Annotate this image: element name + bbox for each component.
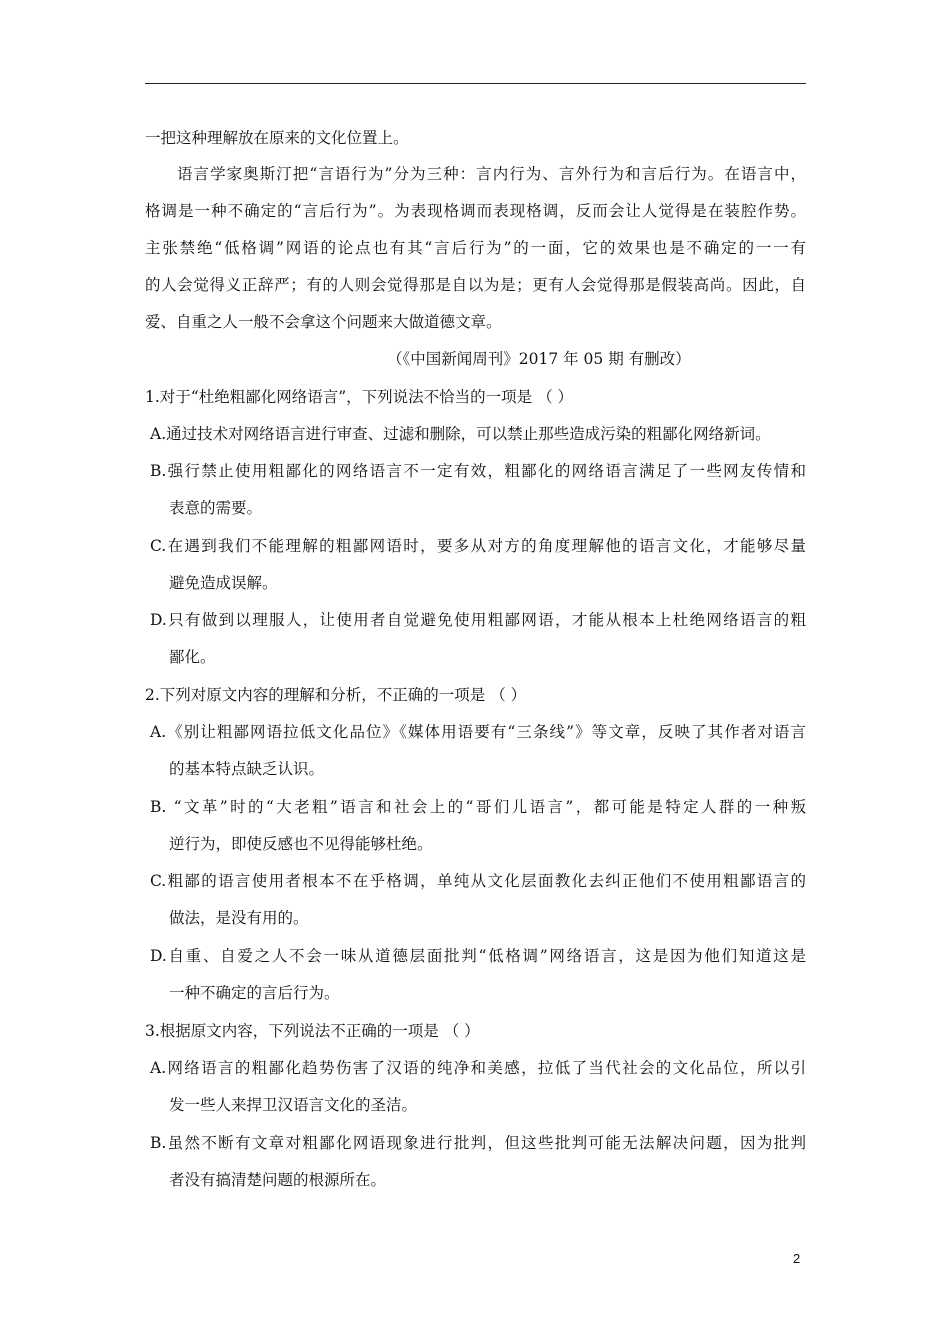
option-b: B.强行禁止使用粗鄙化的网络语言不一定有效，粗鄙化的网络语言满足了一些网友传情和: [150, 462, 806, 480]
option-c: C.在遇到我们不能理解的粗鄙网语时，要多从对方的角度理解他的语言文化，才能够尽量: [150, 537, 806, 555]
paragraph-line: 格调是一种不确定的“言后行为”。为表现格调而表现格调，反而会让人觉得是在装腔作势。: [145, 202, 806, 220]
paragraph-line: 爱、自重之人一般不会拿这个问题来大做道德文章。: [145, 313, 502, 331]
option-a-cont: 发一些人来捍卫汉语言文化的圣洁。: [169, 1096, 418, 1114]
question-stem: 1.对于“杜绝粗鄙化网络语言”，下列说法不恰当的一项是 （ ）: [145, 388, 573, 406]
option-a: A.通过技术对网络语言进行审查、过滤和删除，可以禁止那些造成污染的粗鄙化网络新词。: [150, 425, 771, 443]
paragraph-line: 主张禁绝“低格调”网语的论点也有其“言后行为”的一面，它的效果也是不确定的一一有: [145, 239, 806, 257]
option-d: D.自重、自爱之人不会一味从道德层面批判“低格调”网络语言，这是因为他们知道这是: [150, 947, 806, 965]
option-d: D.只有做到以理服人，让使用者自觉避免使用粗鄙网语，才能从根本上杜绝网络语言的粗: [150, 611, 806, 629]
option-d-cont: 鄙化。: [169, 648, 216, 666]
question-stem: 2.下列对原文内容的理解和分析，不正确的一项是 （ ）: [145, 686, 527, 704]
option-b-cont: 者没有搞清楚问题的根源所在。: [169, 1171, 387, 1189]
option-c-cont: 避免造成误解。: [169, 574, 278, 592]
source-citation: （《中国新闻周刊》2017 年 05 期 有删改）: [387, 350, 691, 368]
option-d-cont: 一种不确定的言后行为。: [169, 984, 340, 1002]
option-b-cont: 逆行为，即使反感也不见得能够杜绝。: [169, 835, 433, 853]
option-c: C.粗鄙的语言使用者根本不在乎格调，单纯从文化层面教化去纠正他们不使用粗鄙语言的: [150, 872, 806, 890]
paragraph-line: 语言学家奥斯汀把“言语行为”分为三种：言内行为、言外行为和言后行为。在语言中，: [177, 165, 806, 183]
option-b: B.虽然不断有文章对粗鄙化网语现象进行批判，但这些批判可能无法解决问题，因为批判: [150, 1134, 806, 1152]
paragraph-line: 的人会觉得义正辞严；有的人则会觉得那是自以为是；更有人会觉得那是假装高尚。因此，自: [145, 276, 806, 294]
option-a-cont: 的基本特点缺乏认识。: [169, 760, 325, 778]
option-b: B. “文革”时的“大老粗”语言和社会上的“哥们儿语言”，都可能是特定人群的一种叛: [150, 798, 806, 816]
question-stem: 3.根据原文内容，下列说法不正确的一项是 （ ）: [145, 1022, 480, 1040]
header-rule: [145, 83, 806, 84]
option-a: A.《别让粗鄙网语拉低文化品位》《媒体用语要有“三条线”》等文章，反映了其作者对语言: [150, 723, 806, 741]
option-c-cont: 做法，是没有用的。: [169, 909, 309, 927]
page-number: 2: [793, 1251, 801, 1266]
passage-continuation: 一把这种理解放在原来的文化位置上。: [145, 129, 409, 147]
option-a: A.网络语言的粗鄙化趋势伤害了汉语的纯净和美感，拉低了当代社会的文化品位，所以引: [150, 1059, 806, 1077]
option-b-cont: 表意的需要。: [169, 499, 263, 517]
